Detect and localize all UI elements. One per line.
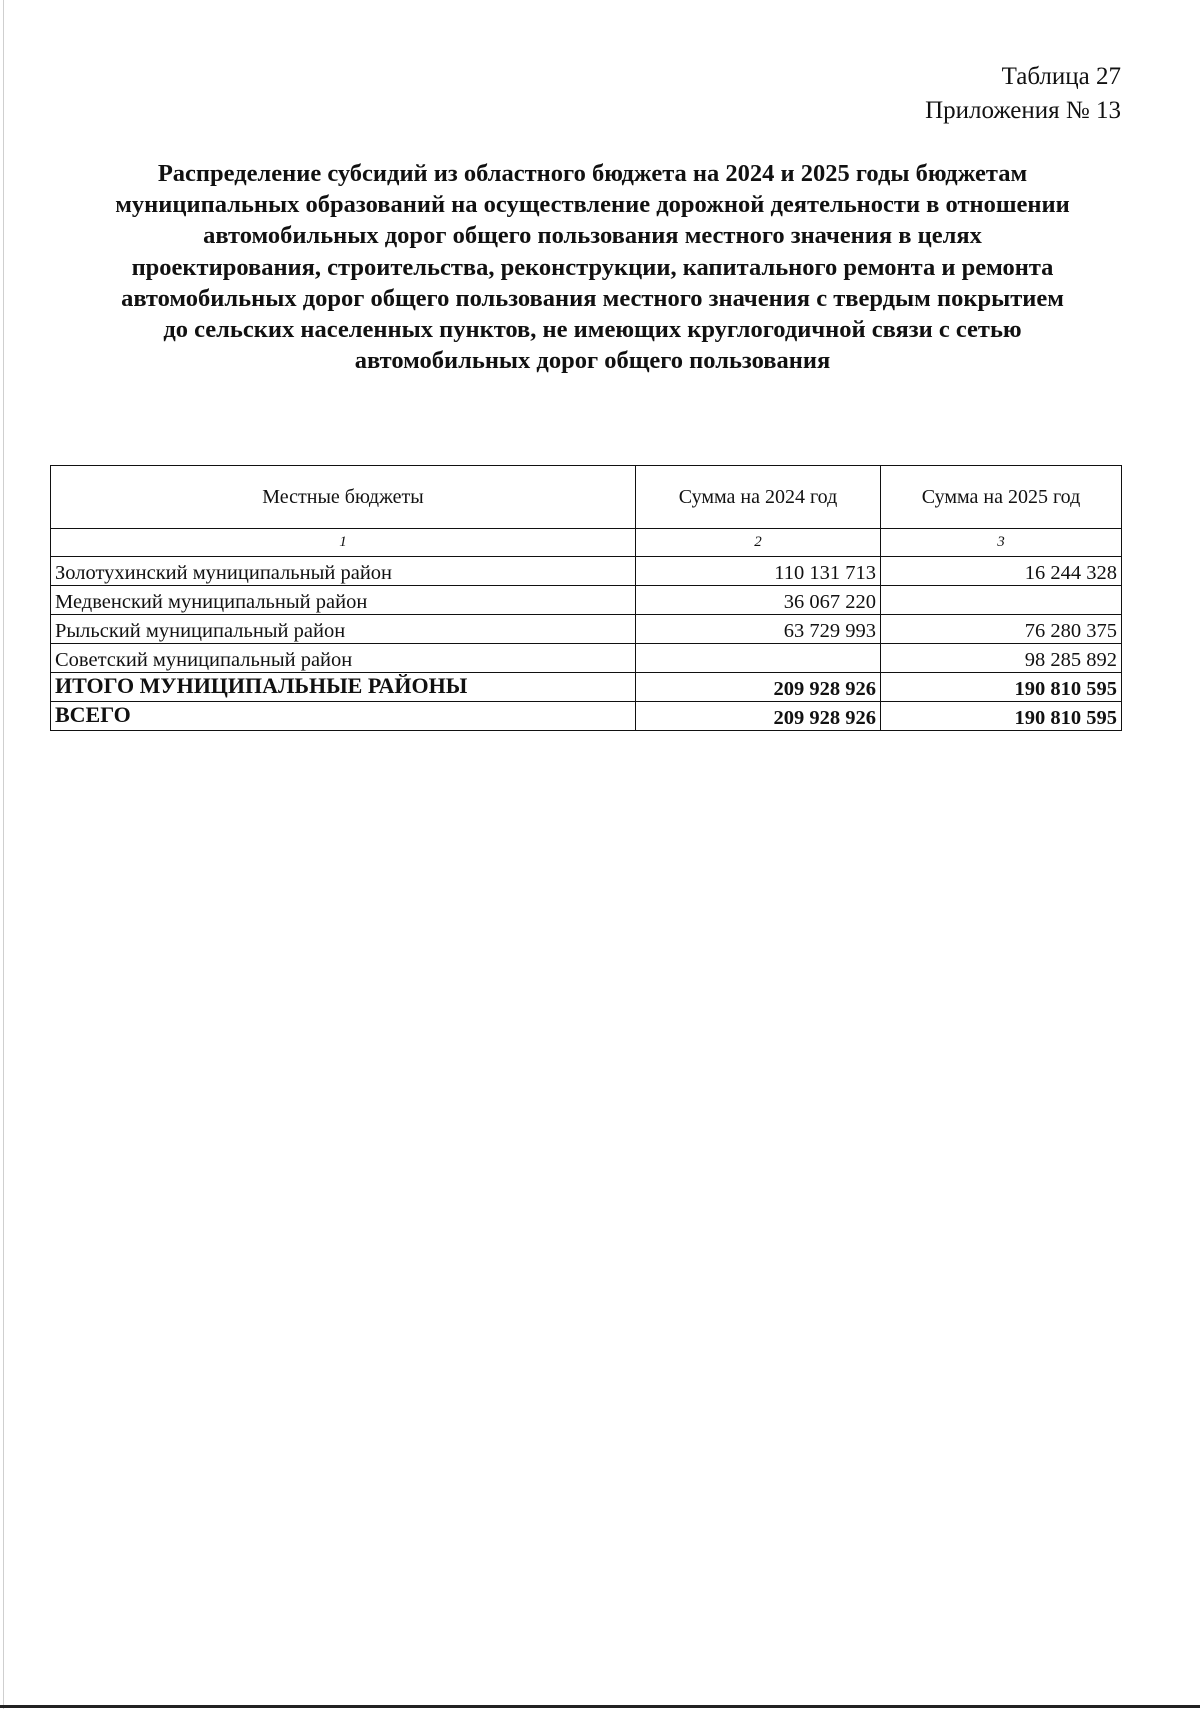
- column-number: 3: [881, 529, 1122, 557]
- amount-2025: 76 280 375: [881, 615, 1122, 644]
- table-reference: [925, 60, 1121, 128]
- amount-2024: 63 729 993: [636, 615, 881, 644]
- amount-2025: [881, 586, 1122, 615]
- title-line: автомобильных дорог общего пользования местного значения в целях: [203, 222, 982, 250]
- subtotal-2024: 209 928 926: [636, 673, 881, 702]
- document-title: [50, 158, 1135, 376]
- column-number-row: [51, 529, 1122, 557]
- subtotal-2025: 190 810 595: [881, 673, 1122, 702]
- total-label: ВСЕГО: [51, 702, 636, 731]
- column-header-2024: Сумма на 2024 год: [636, 466, 881, 529]
- total-row: [51, 702, 1122, 731]
- amount-2024: [636, 644, 881, 673]
- district-name: Советский муниципальный район: [51, 644, 636, 673]
- title-line: проектирования, строительства, реконструкции, капитального ремонта и ремонта: [131, 253, 1054, 281]
- district-name: Медвенский муниципальный район: [51, 586, 636, 615]
- amount-2024: 110 131 713: [636, 557, 881, 586]
- table-row: [51, 644, 1122, 673]
- district-name: Золотухинский муниципальный район: [51, 557, 636, 586]
- table-row: [51, 557, 1122, 586]
- amount-2025: 98 285 892: [881, 644, 1122, 673]
- amount-2025: 16 244 328: [881, 557, 1122, 586]
- title-line: Распределение субсидий из областного бюджета на 2024 и 2025 годы бюджетам: [157, 160, 1028, 187]
- subsidy-table-container: [50, 465, 1122, 731]
- scan-edge-left: [3, 0, 4, 1709]
- subtotal-label: ИТОГО МУНИЦИПАЛЬНЫЕ РАЙОНЫ: [51, 673, 636, 702]
- subsidy-table: [50, 465, 1122, 731]
- title-line: автомобильных дорог общего пользования местного значения с твердым покрытием: [121, 284, 1064, 312]
- total-2025: 190 810 595: [881, 702, 1122, 731]
- title-line: муниципальных образований на осуществление дорожной деятельности в отношении: [115, 191, 1070, 219]
- subtotal-row: [51, 673, 1122, 702]
- scan-edge-bottom: [0, 1705, 1200, 1708]
- table-number: Таблица 27: [1001, 63, 1121, 90]
- column-number: 2: [636, 529, 881, 557]
- appendix-number: Приложения № 13: [925, 97, 1121, 124]
- column-number: 1: [51, 529, 636, 557]
- table-row: [51, 586, 1122, 615]
- column-header-budgets: Местные бюджеты: [51, 466, 636, 529]
- amount-2024: 36 067 220: [636, 586, 881, 615]
- title-line: до сельских населенных пунктов, не имеющих круглогодичной связи с сетью: [163, 316, 1022, 344]
- table-header-row: [51, 466, 1122, 529]
- column-header-2025: Сумма на 2025 год: [881, 466, 1122, 529]
- district-name: Рыльский муниципальный район: [51, 615, 636, 644]
- table-row: [51, 615, 1122, 644]
- total-2024: 209 928 926: [636, 702, 881, 731]
- title-line: автомобильных дорог общего пользования: [354, 347, 831, 375]
